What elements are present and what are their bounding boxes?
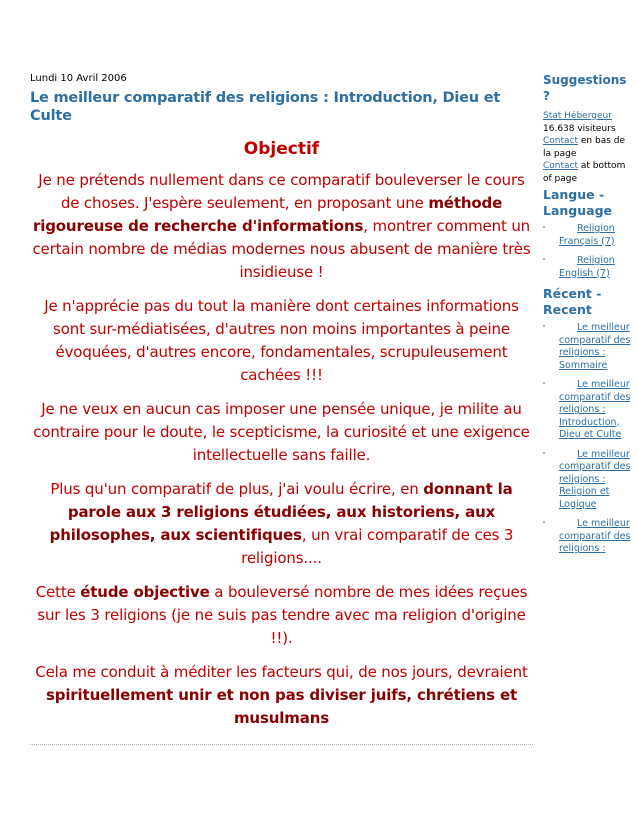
stat-link[interactable]: Stat Hébergeur <box>543 111 612 121</box>
paragraph-text: Plus qu'un comparatif de plus, j'ai voulu écrire, en <box>50 480 424 498</box>
language-item[interactable] <box>543 223 631 248</box>
post-separator <box>30 744 533 745</box>
language-list <box>543 223 631 280</box>
post-paragraph <box>30 661 533 730</box>
paragraph-text: Cela me conduit à méditer les facteurs qui, de nos jours, devraient <box>35 663 528 681</box>
recent-item-link[interactable]: Le meilleur comparatif des religions : <box>559 518 631 554</box>
paragraph-text: a bouleversé nombre de mes idées reçues sur les 3 religions (je ne suis pas tendre avec ma religion d'origine !!). <box>37 583 528 647</box>
contact-link-fr[interactable]: Contact <box>543 136 579 146</box>
visitor-count: 16.638 visiteurs <box>543 123 616 134</box>
paragraph-text: , un vrai comparatif de ces 3 religions.... <box>241 526 514 567</box>
recent-list <box>543 322 631 556</box>
contact-text-fr: en bas de la page <box>543 136 626 159</box>
post-date: Lundi 10 Avril 2006 <box>30 73 127 84</box>
contact-text-en: at bottom of page <box>543 161 626 184</box>
recent-item[interactable] <box>543 449 631 512</box>
recent-item-link[interactable]: Le meilleur comparatif des religions : Sommaire <box>559 322 631 371</box>
bullet-icon <box>543 258 545 260</box>
bullet-icon <box>543 382 545 384</box>
bold-text: étude objective <box>80 583 210 601</box>
post-body <box>30 169 533 730</box>
bullet-icon <box>543 325 545 327</box>
paragraph-text: Je ne veux en aucun cas imposer une pensée unique, je milite au contraire pour le doute, le scepticisme, la curiosité et une exigence intellectuelle sans faille. <box>33 400 530 464</box>
post-paragraph <box>30 581 533 650</box>
bullet-icon <box>543 521 545 523</box>
post-paragraph <box>30 398 533 467</box>
suggestions-block <box>543 110 631 185</box>
contact-link-en[interactable]: Contact <box>543 161 579 171</box>
post-paragraph <box>30 478 533 570</box>
paragraph-text: Je ne prétends nullement dans ce comparatif bouleverser le cours de choses. J'espère seulement, en proposant une <box>38 171 525 212</box>
post-paragraph <box>30 169 533 284</box>
post-title[interactable]: Le meilleur comparatif des religions : Introduction, Dieu et Culte <box>30 90 501 124</box>
language-item-link[interactable]: Religion Français (7) <box>559 223 615 247</box>
recent-item[interactable] <box>543 379 631 442</box>
post-paragraph <box>30 295 533 387</box>
bold-text: méthode rigoureuse de recherche d'informations <box>32 194 503 235</box>
recent-item-link[interactable]: Le meilleur comparatif des religions : Religion et Logique <box>559 448 631 510</box>
paragraph-text: Cette <box>35 583 81 601</box>
bold-text: donnant la parole aux 3 religions étudiées, aux historiens, aux philosophes, aux scientifiques <box>49 480 513 544</box>
bullet-icon <box>543 452 545 454</box>
recent-heading: Récent - Recent <box>543 286 602 317</box>
language-item[interactable] <box>543 255 631 280</box>
recent-item[interactable] <box>543 518 631 556</box>
language-item-link[interactable]: Religion English (7) <box>559 255 615 279</box>
paragraph-text: Je n'apprécie pas du tout la manière dont certaines informations sont sur-médiatisées, d'autres non moins importantes à peine évoquées, d'autres encore, fondamentales, scrupuleusement cachées !!! <box>44 297 519 384</box>
paragraph-text: , montrer comment un certain nombre de médias modernes nous abusent de manière très insidieuse ! <box>32 217 531 281</box>
recent-item[interactable] <box>543 322 631 372</box>
recent-item-link[interactable]: Le meilleur comparatif des religions : Introduction, Dieu et Culte <box>559 379 631 440</box>
bold-text: spirituellement unir et non pas diviser juifs, chrétiens et musulmans <box>45 686 518 727</box>
suggestions-heading: Suggestions ? <box>543 73 627 103</box>
language-heading: Langue - Language <box>543 187 613 218</box>
bullet-icon <box>543 226 545 228</box>
post-content <box>30 72 533 730</box>
section-title: Objectif <box>243 139 320 159</box>
sidebar <box>543 72 631 563</box>
